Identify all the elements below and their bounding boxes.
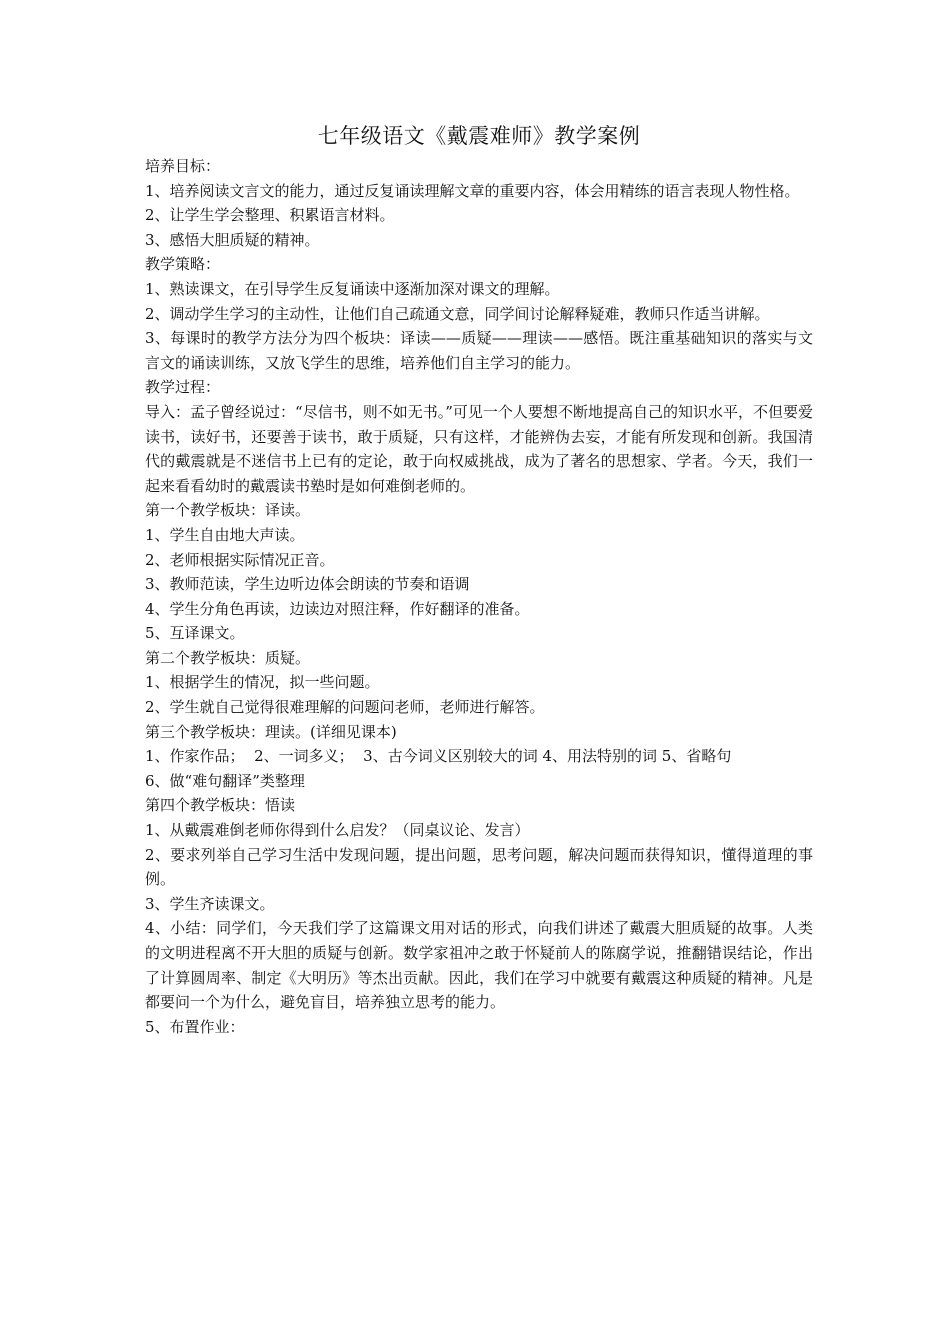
section-2-heading: 第二个教学板块：质疑。 bbox=[145, 648, 311, 667]
section-1-item-2: 2、老师根据实际情况正音。 bbox=[145, 550, 335, 569]
section-2-item-2: 2、学生就自己觉得很难理解的问题问老师，老师进行解答。 bbox=[145, 698, 545, 717]
document-title: 七年级语文《戴震难师》教学案例 bbox=[317, 124, 641, 148]
section-1-item-3: 3、教师范读，学生边听边体会朗读的节奏和语调 bbox=[145, 575, 470, 594]
goal-item-2: 2、让学生学会整理、积累语言材料。 bbox=[145, 206, 395, 225]
heading-teaching-process: 教学过程： bbox=[145, 378, 221, 397]
introduction-paragraph: 导入：孟子曾经说过：“尽信书，则不如无书。”可见一个人要想不断地提高自己的知识水平，不但要爱读书，读好书，还要善于读书，敢于质疑，只有这样，才能辨伪去妄，才能有所发现和创新。我国清代的戴震就是不迷信书上已有的定论，敢于向权威挑战，成为了著名的思想家、学者。今天，我们一起来看看幼时的戴震读书塾时是如何难倒老师的。 bbox=[145, 402, 813, 495]
section-1-item-4: 4、学生分角色再读，边读边对照注释，作好翻译的准备。 bbox=[145, 599, 530, 618]
section-4-item-1: 1、从戴震难倒老师你得到什么启发？（同桌议论、发言） bbox=[145, 821, 530, 840]
goal-item-3: 3、感悟大胆质疑的精神。 bbox=[145, 230, 320, 249]
section-4-item-3: 3、学生齐读课文。 bbox=[145, 894, 275, 913]
section-4-item-2: 2、要求列举自己学习生活中发现问题，提出问题，思考问题，解决问题而获得知识，懂得道理的事例。 bbox=[145, 845, 813, 889]
document-page bbox=[145, 118, 813, 1039]
section-4-heading: 第四个教学板块：悟读 bbox=[145, 796, 296, 815]
goal-item-1: 1、培养阅读文言文的能力，通过反复诵读理解文章的重要内容，体会用精练的语言表现人物性格。 bbox=[145, 181, 800, 200]
section-4-item-5-homework: 5、布置作业： bbox=[145, 1017, 245, 1036]
section-1-item-1: 1、学生自由地大声读。 bbox=[145, 525, 305, 544]
document-body bbox=[145, 154, 813, 1039]
strategy-item-3: 3、每课时的教学方法分为四个板块：译读——质疑——理读——感悟。既注重基础知识的落实与文言文的诵读训练，又放飞学生的思维，培养他们自主学习的能力。 bbox=[145, 329, 813, 372]
strategy-item-1: 1、熟读课文，在引导学生反复诵读中逐渐加深对课文的理解。 bbox=[145, 279, 560, 298]
heading-teaching-strategy: 教学策略： bbox=[145, 255, 221, 274]
section-3-heading: 第三个教学板块：理读。(详细见课本) bbox=[145, 722, 397, 741]
strategy-item-2: 2、调动学生学习的主动性，让他们自己疏通文意，同学间讨论解释疑难，教师只作适当讲解。 bbox=[145, 304, 770, 323]
section-3-item-6: 6、做“难句翻译”类整理 bbox=[145, 771, 305, 790]
section-2-item-1: 1、根据学生的情况，拟一些问题。 bbox=[145, 673, 380, 692]
heading-training-goals: 培养目标： bbox=[145, 157, 221, 175]
section-1-item-5: 5、互译课文。 bbox=[145, 624, 245, 643]
section-1-heading: 第一个教学板块：译读。 bbox=[145, 501, 311, 520]
section-3-items: 1、作家作品； 2、一词多义； 3、古今词义区别较大的词 4、用法特别的词 5、省略句 bbox=[145, 747, 732, 766]
section-4-item-4-summary: 4、小结：同学们，今天我们学了这篇课文用对话的形式，向我们讲述了戴震大胆质疑的故事。人类的文明进程离不开大胆的质疑与创新。数学家祖冲之敢于怀疑前人的陈腐学说，推翻错误结论，作出了计算圆周率、制定《大明历》等杰出贡献。因此，我们在学习中就要有戴震这种质疑的精神。凡是都要问一个为什么，避免盲目，培养独立思考的能力。 bbox=[145, 919, 813, 1012]
